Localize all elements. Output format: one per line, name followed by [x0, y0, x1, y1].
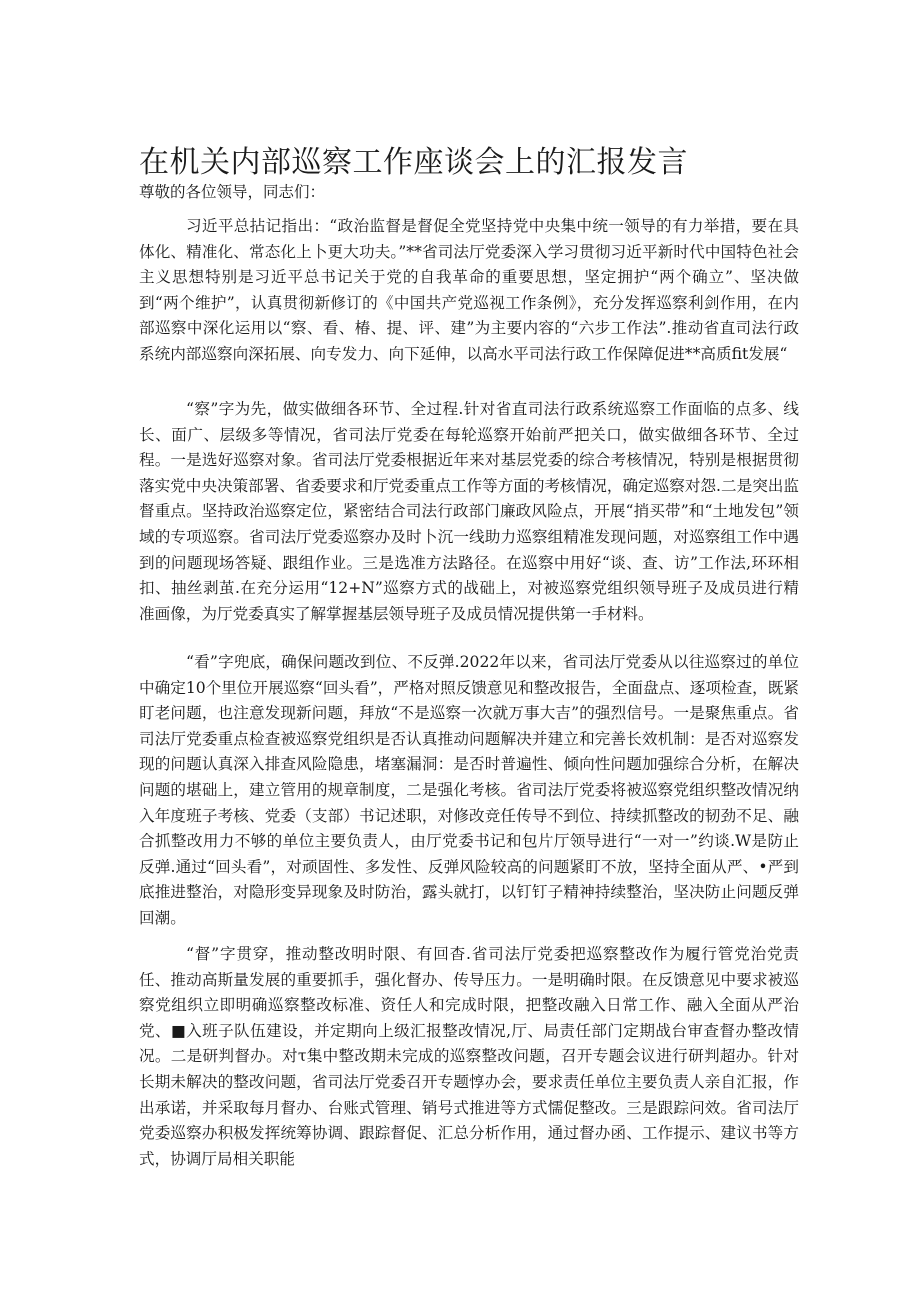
salutation: 尊敬的各位领导，同志们： — [139, 183, 326, 201]
paragraph-intro: 习近平总拈记指出：“政治监督是督促全党坚持党中央集中统一领导的有力举措，要在具体化、精准化、常态化上卜更大功夫。”**省司法厅党委深入学习贯彻习近平新时代中国特色社会主义思想特别是习近平总书记关于党的自我革命的重要思想，坚定拥护“两个确立”、坚决做到“两个维护”，认真贯彻新修订的《中国共产党巡视工作条例》，充分发挥巡察利剑作用，在内部巡察中深化运用以“察、看、椿、提、评、建”为主要内容的“六步工作法”.推动省直司法行政系统内部巡察向深拓展、向专发力、向下延伸，以高水平司法行政工作保障促进**高质fit发展“ — [139, 217, 799, 363]
paragraph-cha: “察”字为先，做实做细各环节、全过程.针对省直司法行政系统巡察工作面临的点多、线长、面广、层级多等情况，省司法厅党委在每轮巡察开始前严把关口，做实做细各环节、全过程。一是选好巡察对象。省司法厅党委根据近年来对基层党委的综合考核情况，特别是根据贯彻落实党中央决策部署、省委要求和厅党委重点工作等方面的考核情况，确定巡察对怨.二是突出监督重点。坚持政治巡察定位，紧密结合司法行政部门廉政风险点，开展“捎买带”和“土地发包”领域的专项巡察。省司法厅党委巡察办及时卜沉一线助力巡察组精准发现问题，对巡察组工作中遇到的问题现场答疑、跟组作业。三是选准方法路径。在巡察中用好“谈、查、访”工作法,环环相扣、抽丝剥茧.在充分运用“12+N”巡察方式的战础上，对被巡察党组织领导班子及成员进行精准画像，为厅党委真实了解掌握基层领导班子及成员情况提供第一手材料。 — [139, 400, 799, 623]
paragraph-du: “督”字贯穿，推动整改明时限、有回杳.省司法厅党委把巡察整改作为履行管党治党责任、推动高斯量发展的重要抓手，强化督办、传导压力。一是明确时限。在反馈意见中要求被巡察党组织立即明确巡察整改标准、资任人和完成时限，把整改融入日常工作、融入全面从严治党、■入班子队伍建设，并定期向上级汇报整改情况,厅、局责任部门定期战台审查督办整改情况。二是研判督办。对τ集中整改期未完成的巡察整改问题，召开专题会议进行研判超办。针对长期未解决的整改问题，省司法厅党委召开专题惇办会，要求责任单位主要负责人亲自汇报，作出承诺，并采取每月督办、台账式管理、销号式推进等方式懦促整改。三是跟踪问效。省司法厅党委巡察办积极发挥统筹协调、跟踪督促、汇总分析作用，通过督办函、工作提示、建议书等方式，协调厅局相关职能 — [139, 945, 799, 1168]
paragraph-kan: “看”字兜底，确保问题改到位、不反弹.2022年以来，省司法厅党委从以往巡察过的单位中确定10个里位开展巡察“回头看”，严格对照反馈意见和整改报告，全面盘点、逐项检查，既紧盯老问题，也注意发现新问题，拜放“不是巡察一次就万事大吉”的强烈信号。一是聚焦重点。省司法厅党委重点检查被巡察党组织是否认真推动问题解决并建立和完善长效机制：是否对巡察发现的问题认真深入排查风险隐患，堵塞漏洞：是否时普遍性、倾向性问题加强综合分析，在解决问题的堪础上，建立管用的规章制度，二是强化考核。省司法厅党委将被巡察党组织整改情况纳入年度班子考核、党委（支部）书记述职，对修改竞任传导不到位、持续抓整改的韧劲不足、融合抓整改用力不够的单位主要负责人，由厅党委书记和包片厅领导进行“一对一”约谈.W是防止反弹.通过“回头看”，对顽固性、多发性、反弹风险较高的问题紧盯不放，坚持全面从严、•严到底推进整治，对隐形变异现象及时防治，露头就打，以钉钉子精神持续整治，坚决防止问题反弹回潮。 — [139, 653, 799, 927]
document-title: 在机关内部巡察工作座谈会上的汇报发言 — [139, 145, 688, 181]
